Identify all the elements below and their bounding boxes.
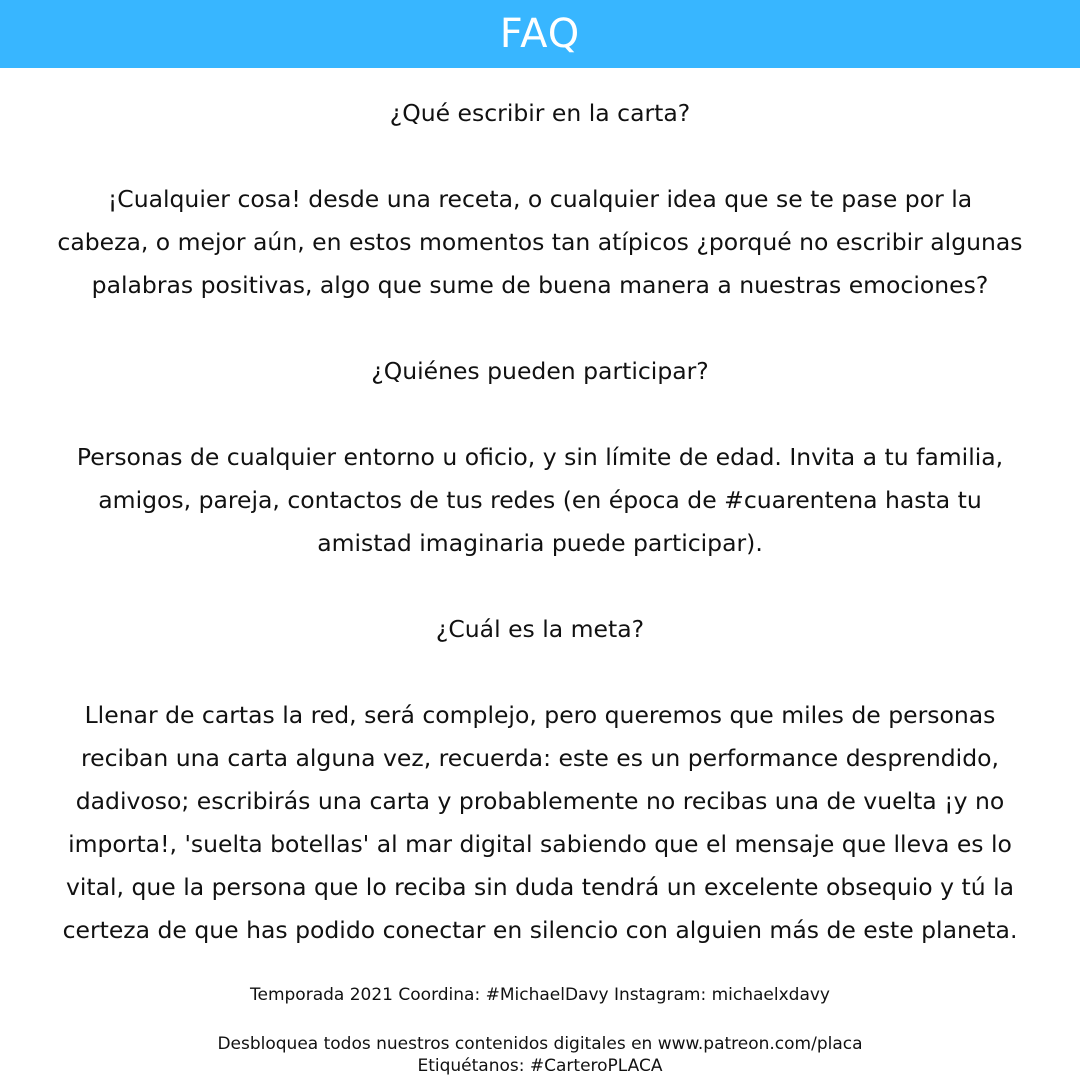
faq-answer-2-line: Personas de cualquier entorno u oficio, y sin límite de edad. Invita a tu familia, xyxy=(76,443,1004,471)
footer-patreon: Desbloquea todos nuestros contenidos digitales en www.patreon.com/placa xyxy=(217,1034,863,1054)
faq-answer-2 xyxy=(20,436,1060,565)
faq-answer-2-line: amistad imaginaria puede participar). xyxy=(317,529,763,557)
faq-question-1: ¿Qué escribir en la carta? xyxy=(389,99,691,127)
faq-answer-3 xyxy=(20,694,1060,952)
faq-answer-3-line: dadivoso; escribirás una carta y probablemente no recibas una de vuelta ¡y no xyxy=(75,787,1005,815)
faq-answer-2-line: amigos, pareja, contactos de tus redes (en época de #cuarentena hasta tu xyxy=(98,486,982,514)
header-bar xyxy=(0,0,1080,68)
faq-answer-3-line: vital, que la persona que lo reciba sin duda tendrá un excelente obsequio y tú la xyxy=(65,873,1015,901)
faq-answer-1-line: palabras positivas, algo que sume de buena manera a nuestras emociones? xyxy=(91,271,989,299)
footer-tag: Etiquétanos: #CarteroPLACA xyxy=(417,1056,663,1076)
faq-question-3: ¿Cuál es la meta? xyxy=(435,615,645,643)
page-title: FAQ xyxy=(499,11,581,57)
faq-answer-1 xyxy=(20,178,1060,307)
faq-answer-3-line: certeza de que has podido conectar en silencio con alguien más de este planeta. xyxy=(62,916,1018,944)
faq-answer-3-line: reciban una carta alguna vez, recuerda: este es un performance desprendido, xyxy=(81,744,999,772)
faq-answer-3-line: importa!, 'suelta botellas' al mar digital sabiendo que el mensaje que lleva es lo xyxy=(68,830,1012,858)
faq-question-2: ¿Quiénes pueden participar? xyxy=(371,357,709,385)
faq-answer-1-line: cabeza, o mejor aún, en estos momentos tan atípicos ¿porqué no escribir algunas xyxy=(57,228,1023,256)
footer-credits: Temporada 2021 Coordina: #MichaelDavy Instagram: michaelxdavy xyxy=(250,985,830,1005)
faq-answer-3-line: Llenar de cartas la red, será complejo, pero queremos que miles de personas xyxy=(84,701,996,729)
faq-answer-1-line: ¡Cualquier cosa! desde una receta, o cualquier idea que se te pase por la xyxy=(107,185,973,213)
